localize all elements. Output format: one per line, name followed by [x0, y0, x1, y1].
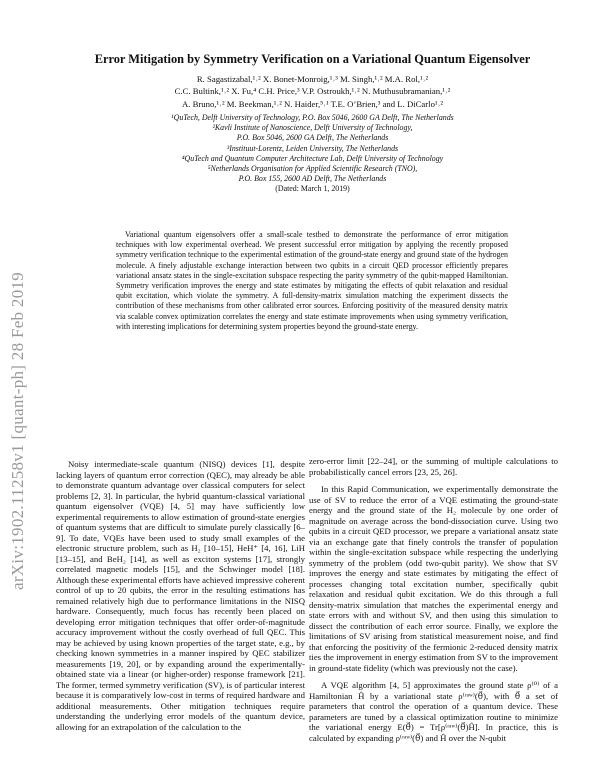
paragraph: Noisy intermediate-scale quantum (NISQ) devices [1], despite lacking layers of quantum error correction (QEC), may already be able to demonstrate quantum advantage over classical computers for select problems [2, 3]. In particular, the hybrid quantum-classical variational quantum eigensolver (VQE) [4, 5] may have sufficiently low experimental requirements to allow estimation of ground-state energies of quantum systems that are difficult to simulate purely classically [6–9]. To date, VQEs have been used to study small examples of the electronic structure problem, such as H₂ [10–15], HeH⁺ [4, 16], LiH [13–15], and BeH₂ [14], as well as exciton systems [17], strongly correlated magnetic models [15], and the Schwinger model [18]. Although these experimental efforts have achieved impressive coherent control of up to 20 qubits, the error in the resulting estimations has remained relatively high due to performance limitations in the NISQ hardware. Consequently, much focus has recently been placed on developing error mitigation techniques that offer order-of-magnitude accuracy improvement without the costly overhead of full QEC. This may be achieved by using known properties of the target state, e.g., by checking known symmetries in a manner inspired by QEC stabilizer measurements [19, 20], or by expanding around the experimentally-obtained state via a linear (or higher-order) response framework [21]. The former, termed symmetry verification (SV), is of particular interest because it is comparatively low-cost in terms of required hardware and additional measurements. Other mitigation techniques require understanding the underlying error models of the quantum device, allowing for an extrapolation of the calculation to the	[56, 459, 305, 732]
author-line: C.C. Bultink,¹˒² X. Fu,⁴ C.H. Price,³ V.P. Ostroukh,¹˒² N. Muthusubramanian,¹˒²	[174, 86, 451, 97]
body-left-column	[56, 459, 305, 771]
author-line: A. Bruno,¹˒² M. Beekman,¹˒² N. Haider,⁵˒¹ T.E. O’Brien,³ and L. DiCarlo¹˒²	[181, 98, 444, 109]
affiliation-line: ²Kavli Institute of Nanoscience, Delft University of Technology,	[212, 123, 413, 133]
affiliation-list	[60, 113, 565, 195]
paragraph: A VQE algorithm [4, 5] approximates the ground state ρ⁽⁰⁾ of a Hamiltonian Ĥ by a variational state ρ⁽ʳᵃʷ⁾(θ⃗), with θ⃗ a set of parameters that control the operation of a quantum device. These parameters are tuned by a classical optimization routine to minimize the variational energy E(θ⃗) = Tr[ρ⁽ʳᵃʷ⁾(θ⃗)Ĥ]. In practice, this is calculated by expanding ρ⁽ʳᵃʷ⁾(θ⃗) and Ĥ over the N-qubit	[309, 680, 558, 743]
affiliation-line: ¹QuTech, Delft University of Technology, P.O. Box 5046, 2600 GA Delft, The Netherlands	[171, 113, 454, 122]
paragraph: In this Rapid Communication, we experimentally demonstrate the use of SV to reduce the error of a VQE estimating the ground-state energy and the ground state of the H₂ molecule by one order of magnitude on average across the bond-dissociation curve. Using two qubits in a circuit QED processor, we prepare a variational ansatz state via an exchange gate that finely controls the transfer of population within the single-excitation subspace while respecting the underlying symmetry of the problem (odd two-qubit parity). We show that SV improves the energy and state estimates by mitigating the effect of processes changing total excitation number, specifically qubit relaxation and residual qubit excitation. We do this through a full density-matrix simulation that matches the experimental energy and state errors with and without SV, and then using this simulation to dissect the contribution of each error source. Finally, we explore the limitations of SV arising from statistical measurement noise, and find that enforcing the positivity of the fermionic 2-reduced density matrix ties the improvement in energy estimation from SV to the improvement in ground-state fidelity (which was previously not the case).	[309, 484, 558, 673]
arxiv-id: arXiv:1902.11258v1 [quant-ph] 28 Feb 2019	[8, 271, 27, 590]
affiliation-line: ³Instituut-Lorentz, Leiden University, The Netherlands	[226, 143, 399, 153]
paragraph: zero-error limit [22–24], or the summing of multiple calculations to probabilistically cancel errors [23, 25, 26].	[309, 456, 558, 477]
author-list	[60, 73, 565, 110]
affiliation-line: ⁵Netherlands Organisation for Applied Scientific Research (TNO),	[207, 164, 418, 174]
affiliation-line: P.O. Box 155, 2600 AD Delft, The Netherlands	[238, 174, 387, 184]
arxiv-identifier-sidebar	[6, 170, 28, 590]
date-line: (Dated: March 1, 2019)	[275, 184, 350, 194]
affiliation-line: P.O. Box 5046, 2600 GA Delft, The Netherlands	[236, 133, 389, 143]
abstract: Variational quantum eigensolvers offer a small-scale testbed to demonstrate the performance of error mitigation techniques with low experimental overhead. We present successful error mitigation by applying the recently proposed symmetry verification technique to the experimental estimation of the ground-state energy and ground state of the hydrogen molecule. A finely adjustable exchange interaction between two qubits in a circuit QED processor efficiently prepares variational ansatz states in the single-excitation subspace respecting the parity symmetry of the qubit-mapped Hamiltonian. Symmetry verification improves the energy and state estimates by mitigating the effects of qubit relaxation and residual qubit excitation, which violate the symmetry. A full-density-matrix simulation matching the experiment dissects the contribution of these mechanisms from other calibrated error sources. Enforcing positivity of the measured density matrix via scalable convex optimization correlates the energy and state estimate improvements when using symmetry verification, with interesting implications for determining system properties beyond the ground-state energy.	[116, 230, 508, 331]
author-line: R. Sagastizabal,¹˒² X. Bonet-Monroig,¹˒³ M. Singh,¹˒² M.A. Rol,¹˒²	[196, 74, 429, 84]
affiliation-line: ⁴QuTech and Quantum Computer Architecture Lab, Delft University of Technology	[181, 153, 444, 163]
paper-title: Error Mitigation by Symmetry Verification on a Variational Quantum Eigensolver	[94, 52, 531, 66]
body-right-column	[309, 456, 558, 768]
